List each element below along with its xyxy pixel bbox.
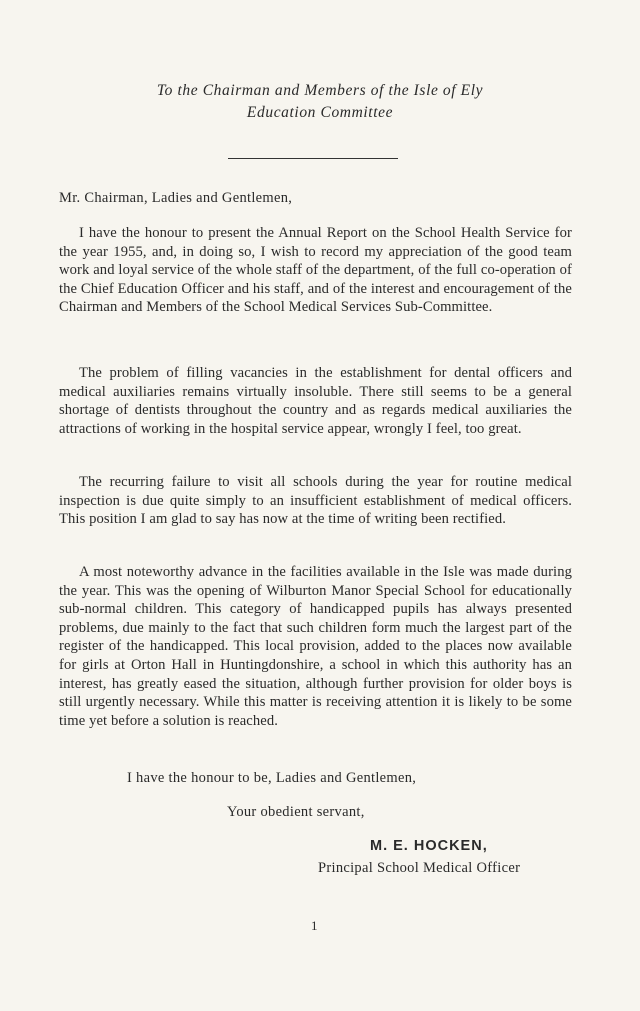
address-heading-line-1: To the Chairman and Members of the Isle of Ely — [156, 82, 484, 99]
closing-line-2: Your obedient servant, — [227, 804, 365, 820]
signature-name: M. E. HOCKEN, — [370, 838, 488, 854]
paragraph-special-school: A most noteworthy advance in the facilities available in the Isle was made during the year. This was the opening of Wilburton Manor Special School for educationally sub-normal children. This category of handicapped pupils has always presented problems, due mainly to the fact that such children form much the largest part of the register of the handicapped. This local provision, added to the places now available for girls at Orton Hall in Huntingdonshire, a school in which this authority has an interest, has greatly eased the situation, although further provision for older boys is still urgently necessary. While this matter is receiving attention it is likely to be some time yet before a solution is reached. — [59, 564, 572, 729]
address-heading — [60, 80, 580, 124]
paragraph-staff-vacancies: The problem of filling vacancies in the establishment for dental officers and medical auxiliaries remains virtually insoluble. There still seems to be a general shortage of dentists throughout the country and as regards medical auxiliaries the attractions of working in the hospital service appear, wrongly I feel, too great. — [59, 365, 572, 437]
signature-title: Principal School Medical Officer — [318, 860, 521, 876]
paragraph-medical-inspection: The recurring failure to visit all schools during the year for routine medical inspection is due quite simply to an insufficient establishment of medical officers. This position I am glad to say has now at the time of writing been rectified. — [59, 474, 572, 528]
page-number: 1 — [311, 918, 318, 933]
salutation: Mr. Chairman, Ladies and Gentlemen, — [59, 190, 293, 206]
address-heading-line-2: Education Committee — [246, 104, 394, 121]
divider-rule — [228, 158, 398, 159]
paragraph-introduction: I have the honour to present the Annual Report on the School Health Service for the year 1955, and, in doing so, I wish to record my appreciation of the good team work and loyal service of the whole staff of the department, of the full co-operation of the Chief Education Officer and his staff, and of the interest and encouragement of the Chairman and Members of the School Medical Services Sub-Committee. — [59, 225, 572, 316]
closing-line-1: I have the honour to be, Ladies and Gentlemen, — [127, 770, 417, 786]
